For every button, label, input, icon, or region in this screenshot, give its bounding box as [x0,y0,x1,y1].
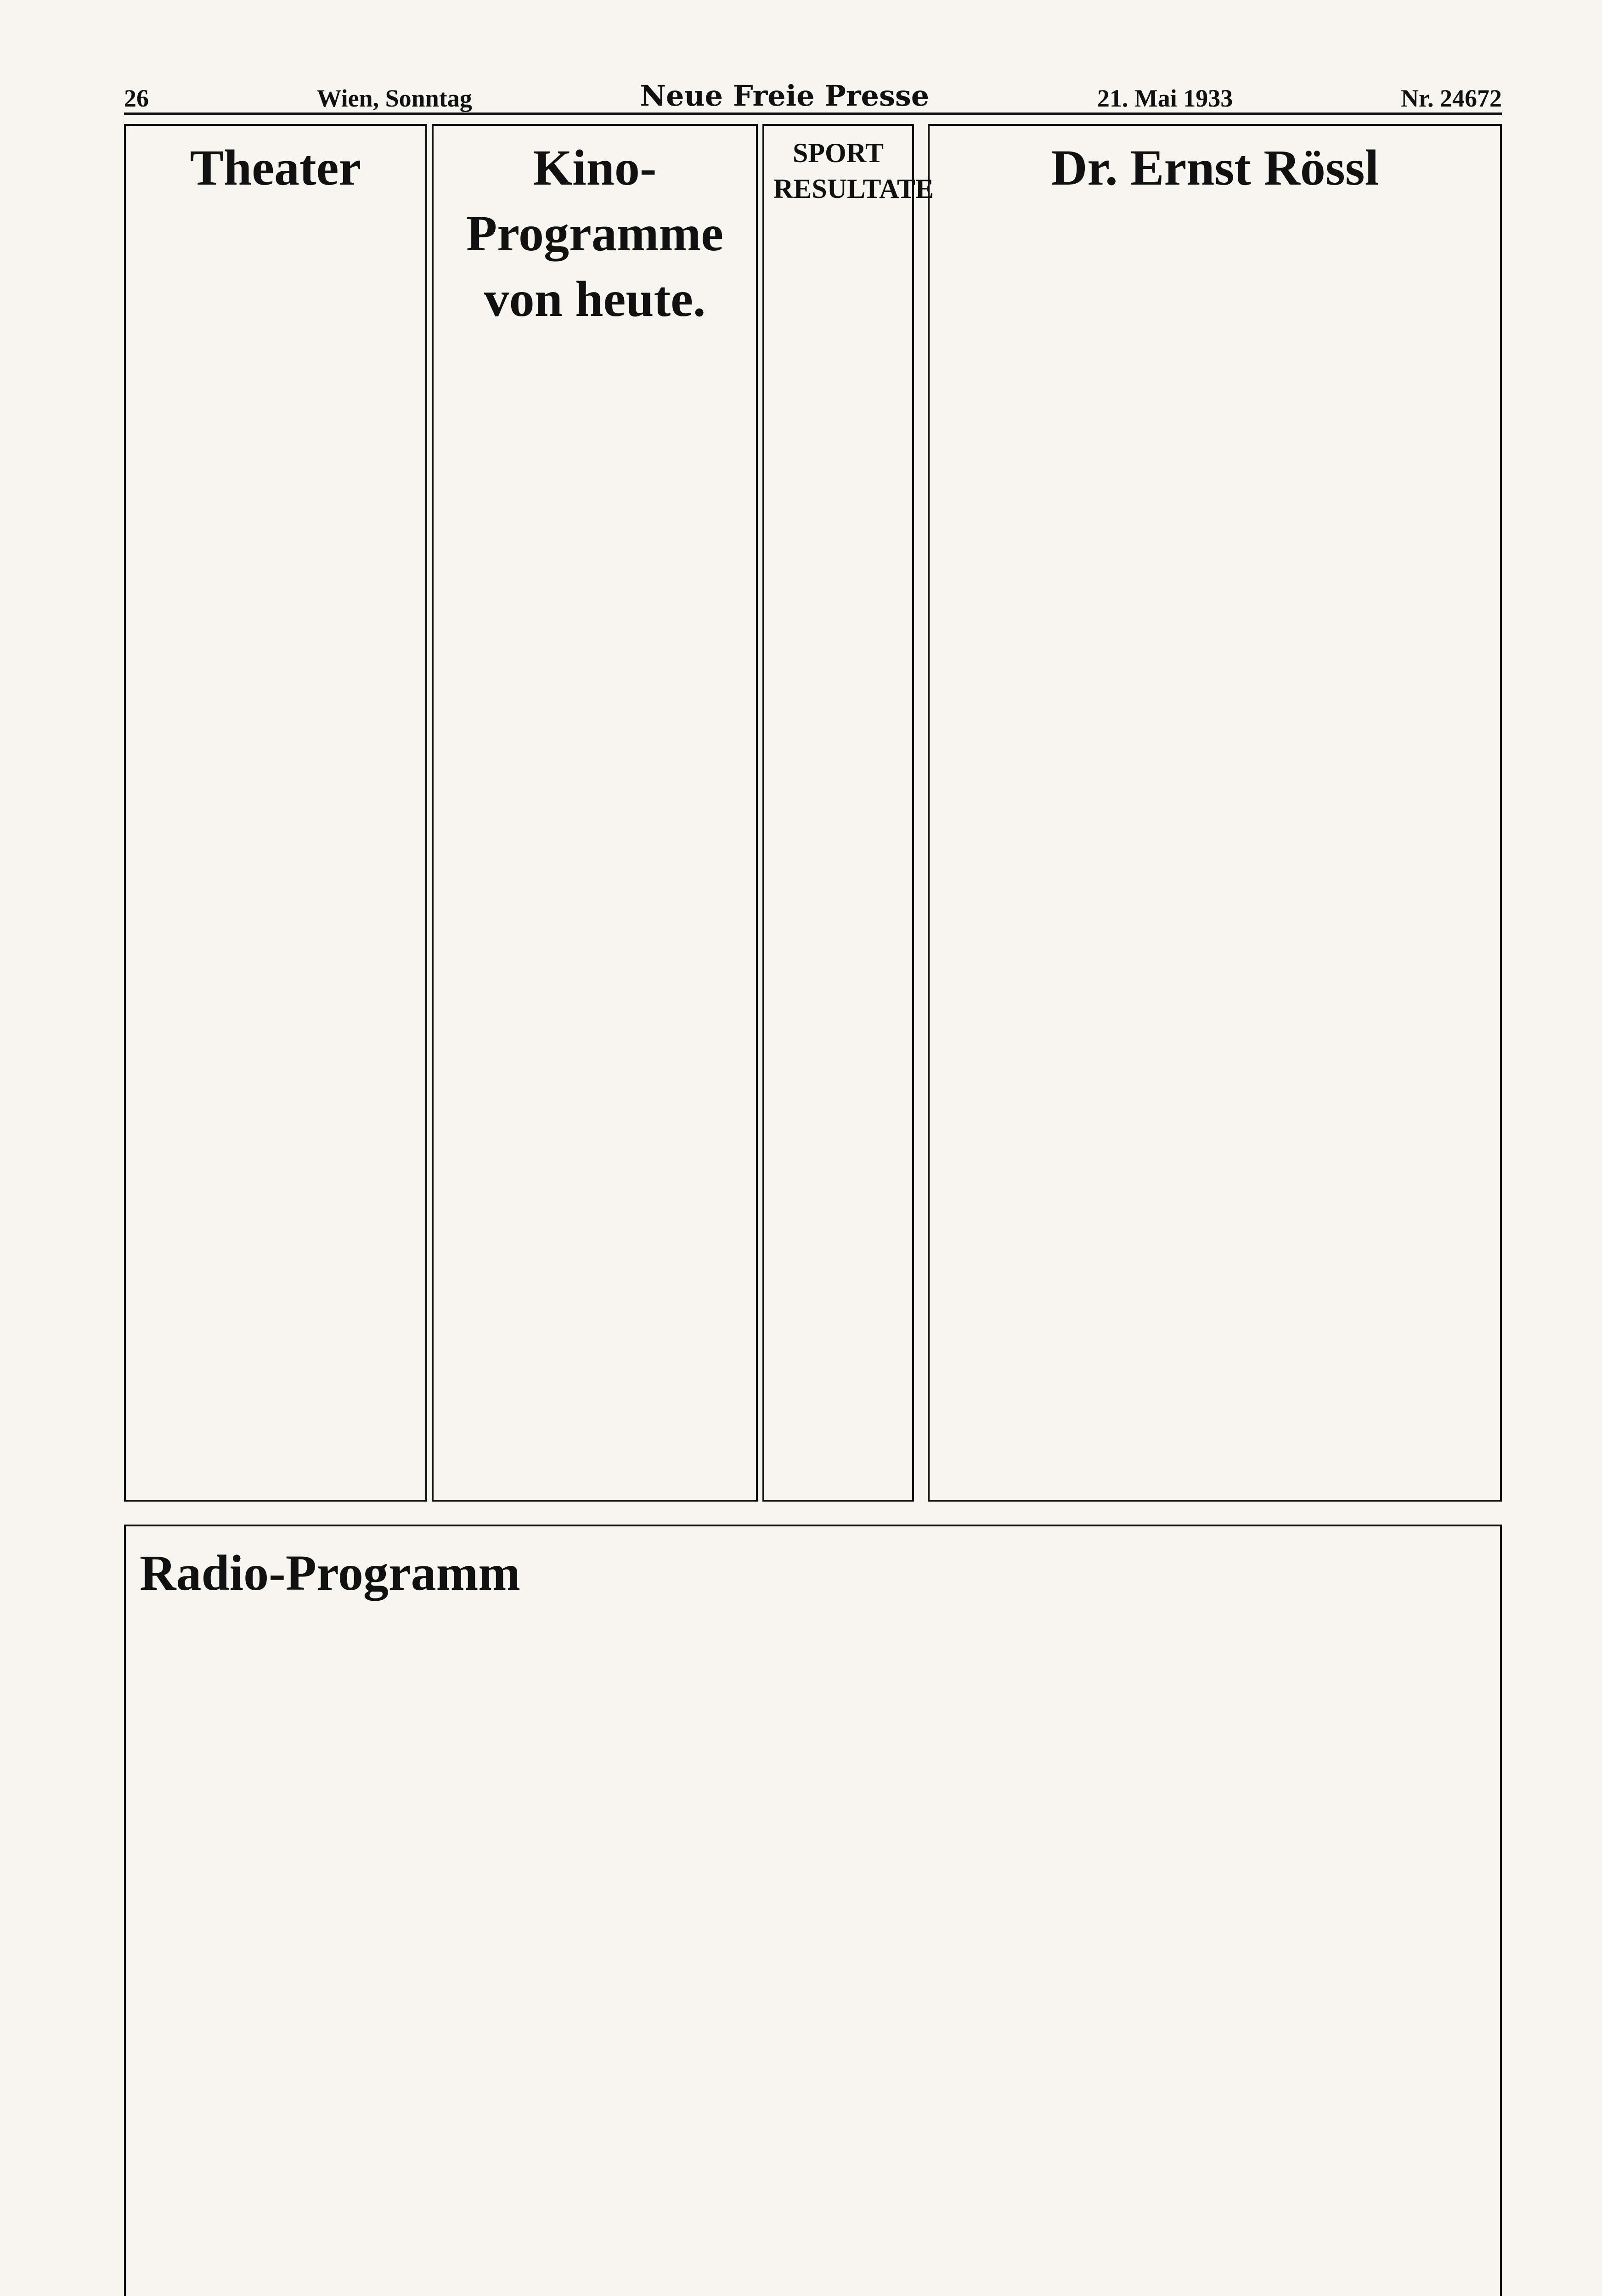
publication-title: Neue Freie Presse [640,79,930,113]
issue-number: Nr. 24672 [1400,84,1502,112]
page-header [124,76,1502,115]
kino-heading: Kino-Programme von heute. [466,140,723,327]
theater-heading: Theater [190,140,361,196]
sport-column [762,124,934,1502]
dateline: Wien, Sonntag [316,84,472,112]
radio-section [124,1525,1502,2296]
issue-date: 21. Mai 1933 [1097,84,1233,112]
notices-column [928,124,1502,1502]
sport-heading: SPORT RESULTATE [773,138,934,204]
kino-column [432,124,758,1502]
page-number: 26 [124,84,149,112]
theater-column [124,124,427,1502]
radio-heading: Radio-Programm [140,1545,520,1601]
notice-heading: Dr. Ernst Rössl [1050,140,1379,196]
